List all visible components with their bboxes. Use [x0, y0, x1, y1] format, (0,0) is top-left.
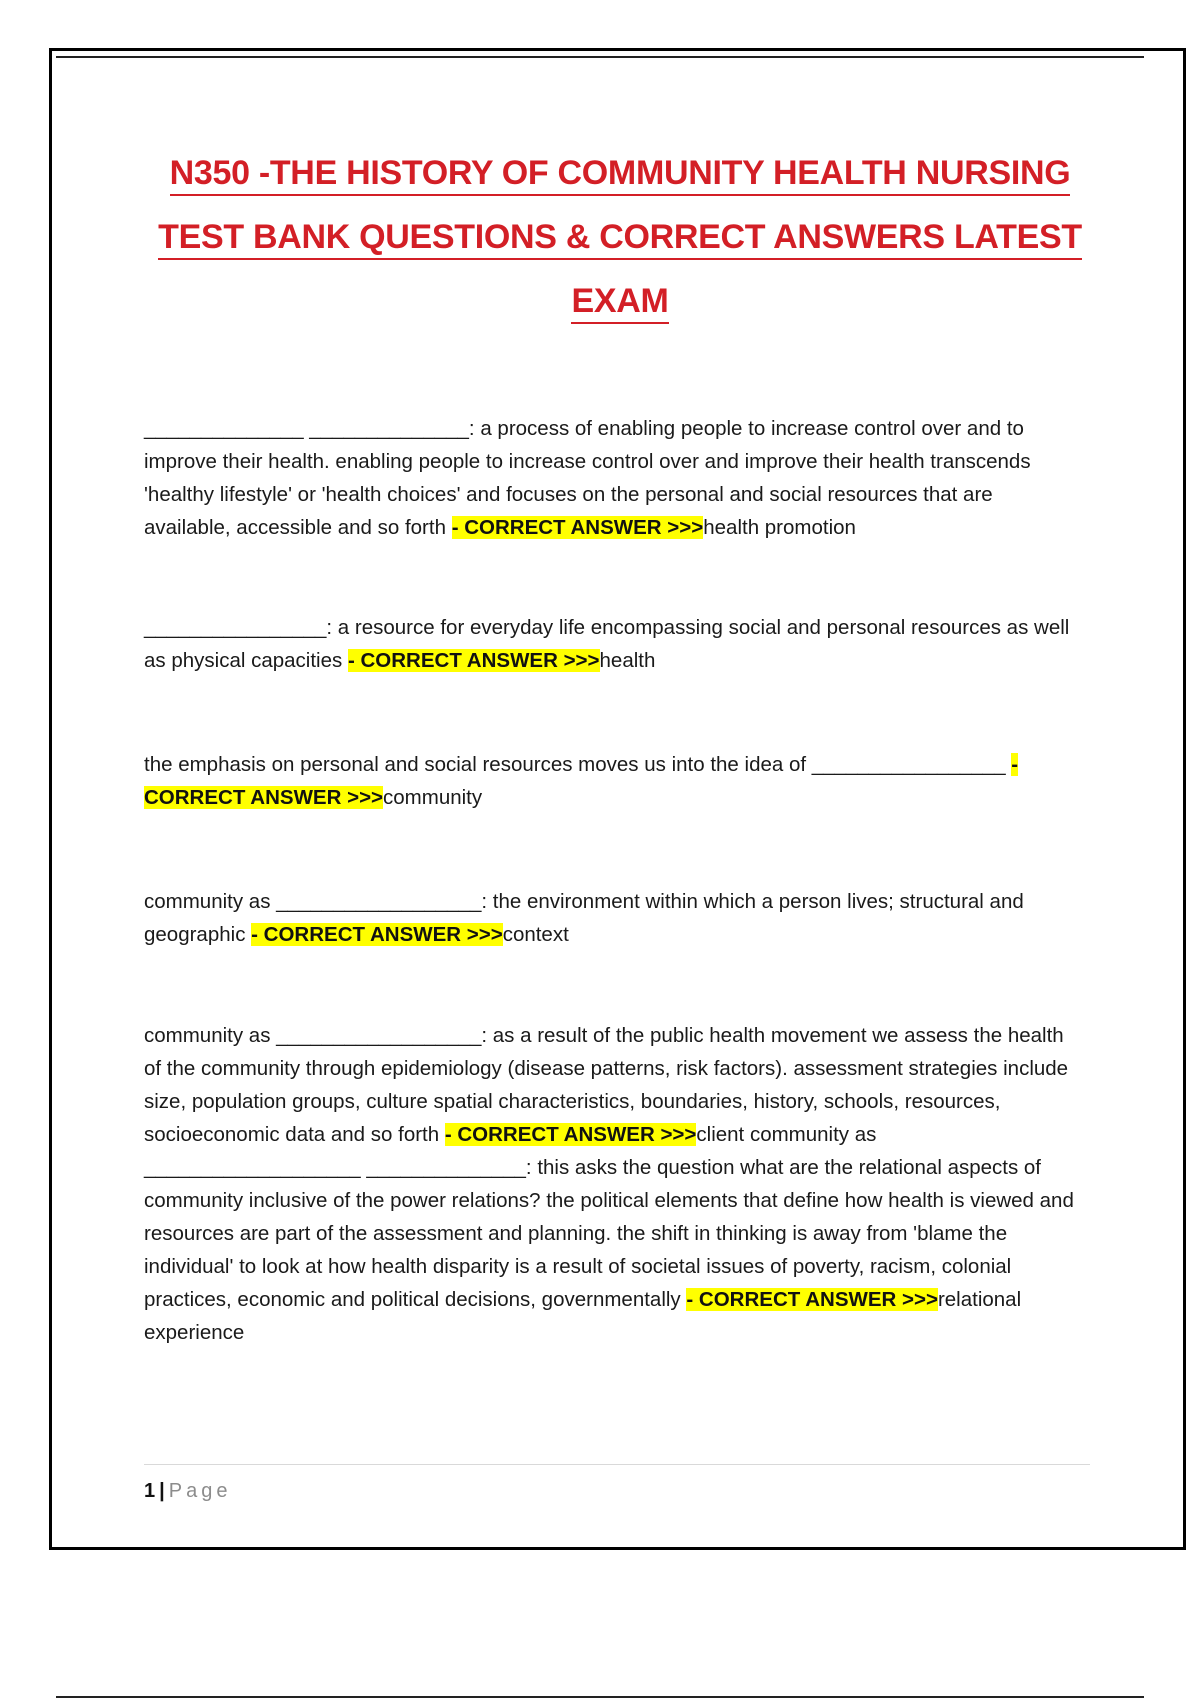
- answer-text: context: [502, 923, 569, 946]
- page-number: 1: [144, 1480, 156, 1502]
- answer-text: health promotion: [703, 516, 856, 539]
- title-line-2: TEST BANK QUESTIONS & CORRECT ANSWERS LATEST: [158, 216, 1082, 260]
- question-text: the emphasis on personal and social resources moves us into the idea of _________________: [144, 753, 1012, 776]
- question-text: ________________: a resource for everyday life encompassing social and personal resources as well as physical capacities: [144, 616, 1070, 672]
- question-text: community as __________________: as a result of the public health movement we assess the health of the community through epidemiology (disease patterns, risk factors). assessment strategies include size, population groups, culture spatial characteristics, boundaries, history, schools, resources, socioeconomic data and so forth: [144, 1024, 1069, 1146]
- answer-text: client community as ___________________ ______________: this asks the question what are the relational aspects of community inclusive of the power relations? the political elements that define how health is viewed and resources are part of the assessment and planning. the shift in thinking is away from 'blame the individual' to look at how health disparity is a result of societal issues of poverty, racism, colonial practices, economic and political decisions, governmentally: [144, 1123, 1074, 1311]
- qa-item: [144, 748, 1084, 814]
- qa-item: [144, 412, 1084, 544]
- answer-text: health: [599, 649, 656, 672]
- correct-answer-marker: - CORRECT ANSWER >>>: [451, 516, 704, 539]
- correct-answer-marker: - CORRECT ANSWER >>>: [686, 1288, 938, 1311]
- correct-answer-marker: - CORRECT ANSWER >>>: [347, 649, 600, 672]
- footer-separator: |: [159, 1480, 165, 1502]
- document-title: [100, 145, 1140, 337]
- question-text: community as __________________: the environment within which a person lives; structural and geographic: [144, 890, 1024, 946]
- answer-text: community: [383, 786, 483, 809]
- title-line-3: EXAM: [571, 280, 668, 324]
- correct-answer-marker: - CORRECT ANSWER >>>: [444, 1123, 697, 1146]
- answer-text: relational experience: [144, 1288, 1022, 1344]
- qa-item: [144, 611, 1084, 677]
- correct-answer-marker: - CORRECT ANSWER >>>: [251, 923, 503, 946]
- footer-divider: [144, 1464, 1090, 1465]
- correct-answer-marker: - CORRECT ANSWER >>>: [144, 753, 1019, 809]
- page-footer: [144, 1477, 231, 1505]
- bottom-rule: [56, 1696, 1144, 1698]
- qa-item: [144, 885, 1084, 951]
- title-line-1: N350 -THE HISTORY OF COMMUNITY HEALTH NURSING: [170, 152, 1071, 196]
- qa-item: [144, 1019, 1084, 1349]
- page-label: Page: [168, 1480, 232, 1502]
- qa-list: [144, 412, 1084, 1416]
- question-text: ______________ ______________: a process of enabling people to increase control over and to improve their health. enabling people to increase control over and improve their health transcends 'healthy lifestyle' or 'health choices' and focuses on the personal and social resources that are available, accessible and so forth: [144, 417, 1031, 539]
